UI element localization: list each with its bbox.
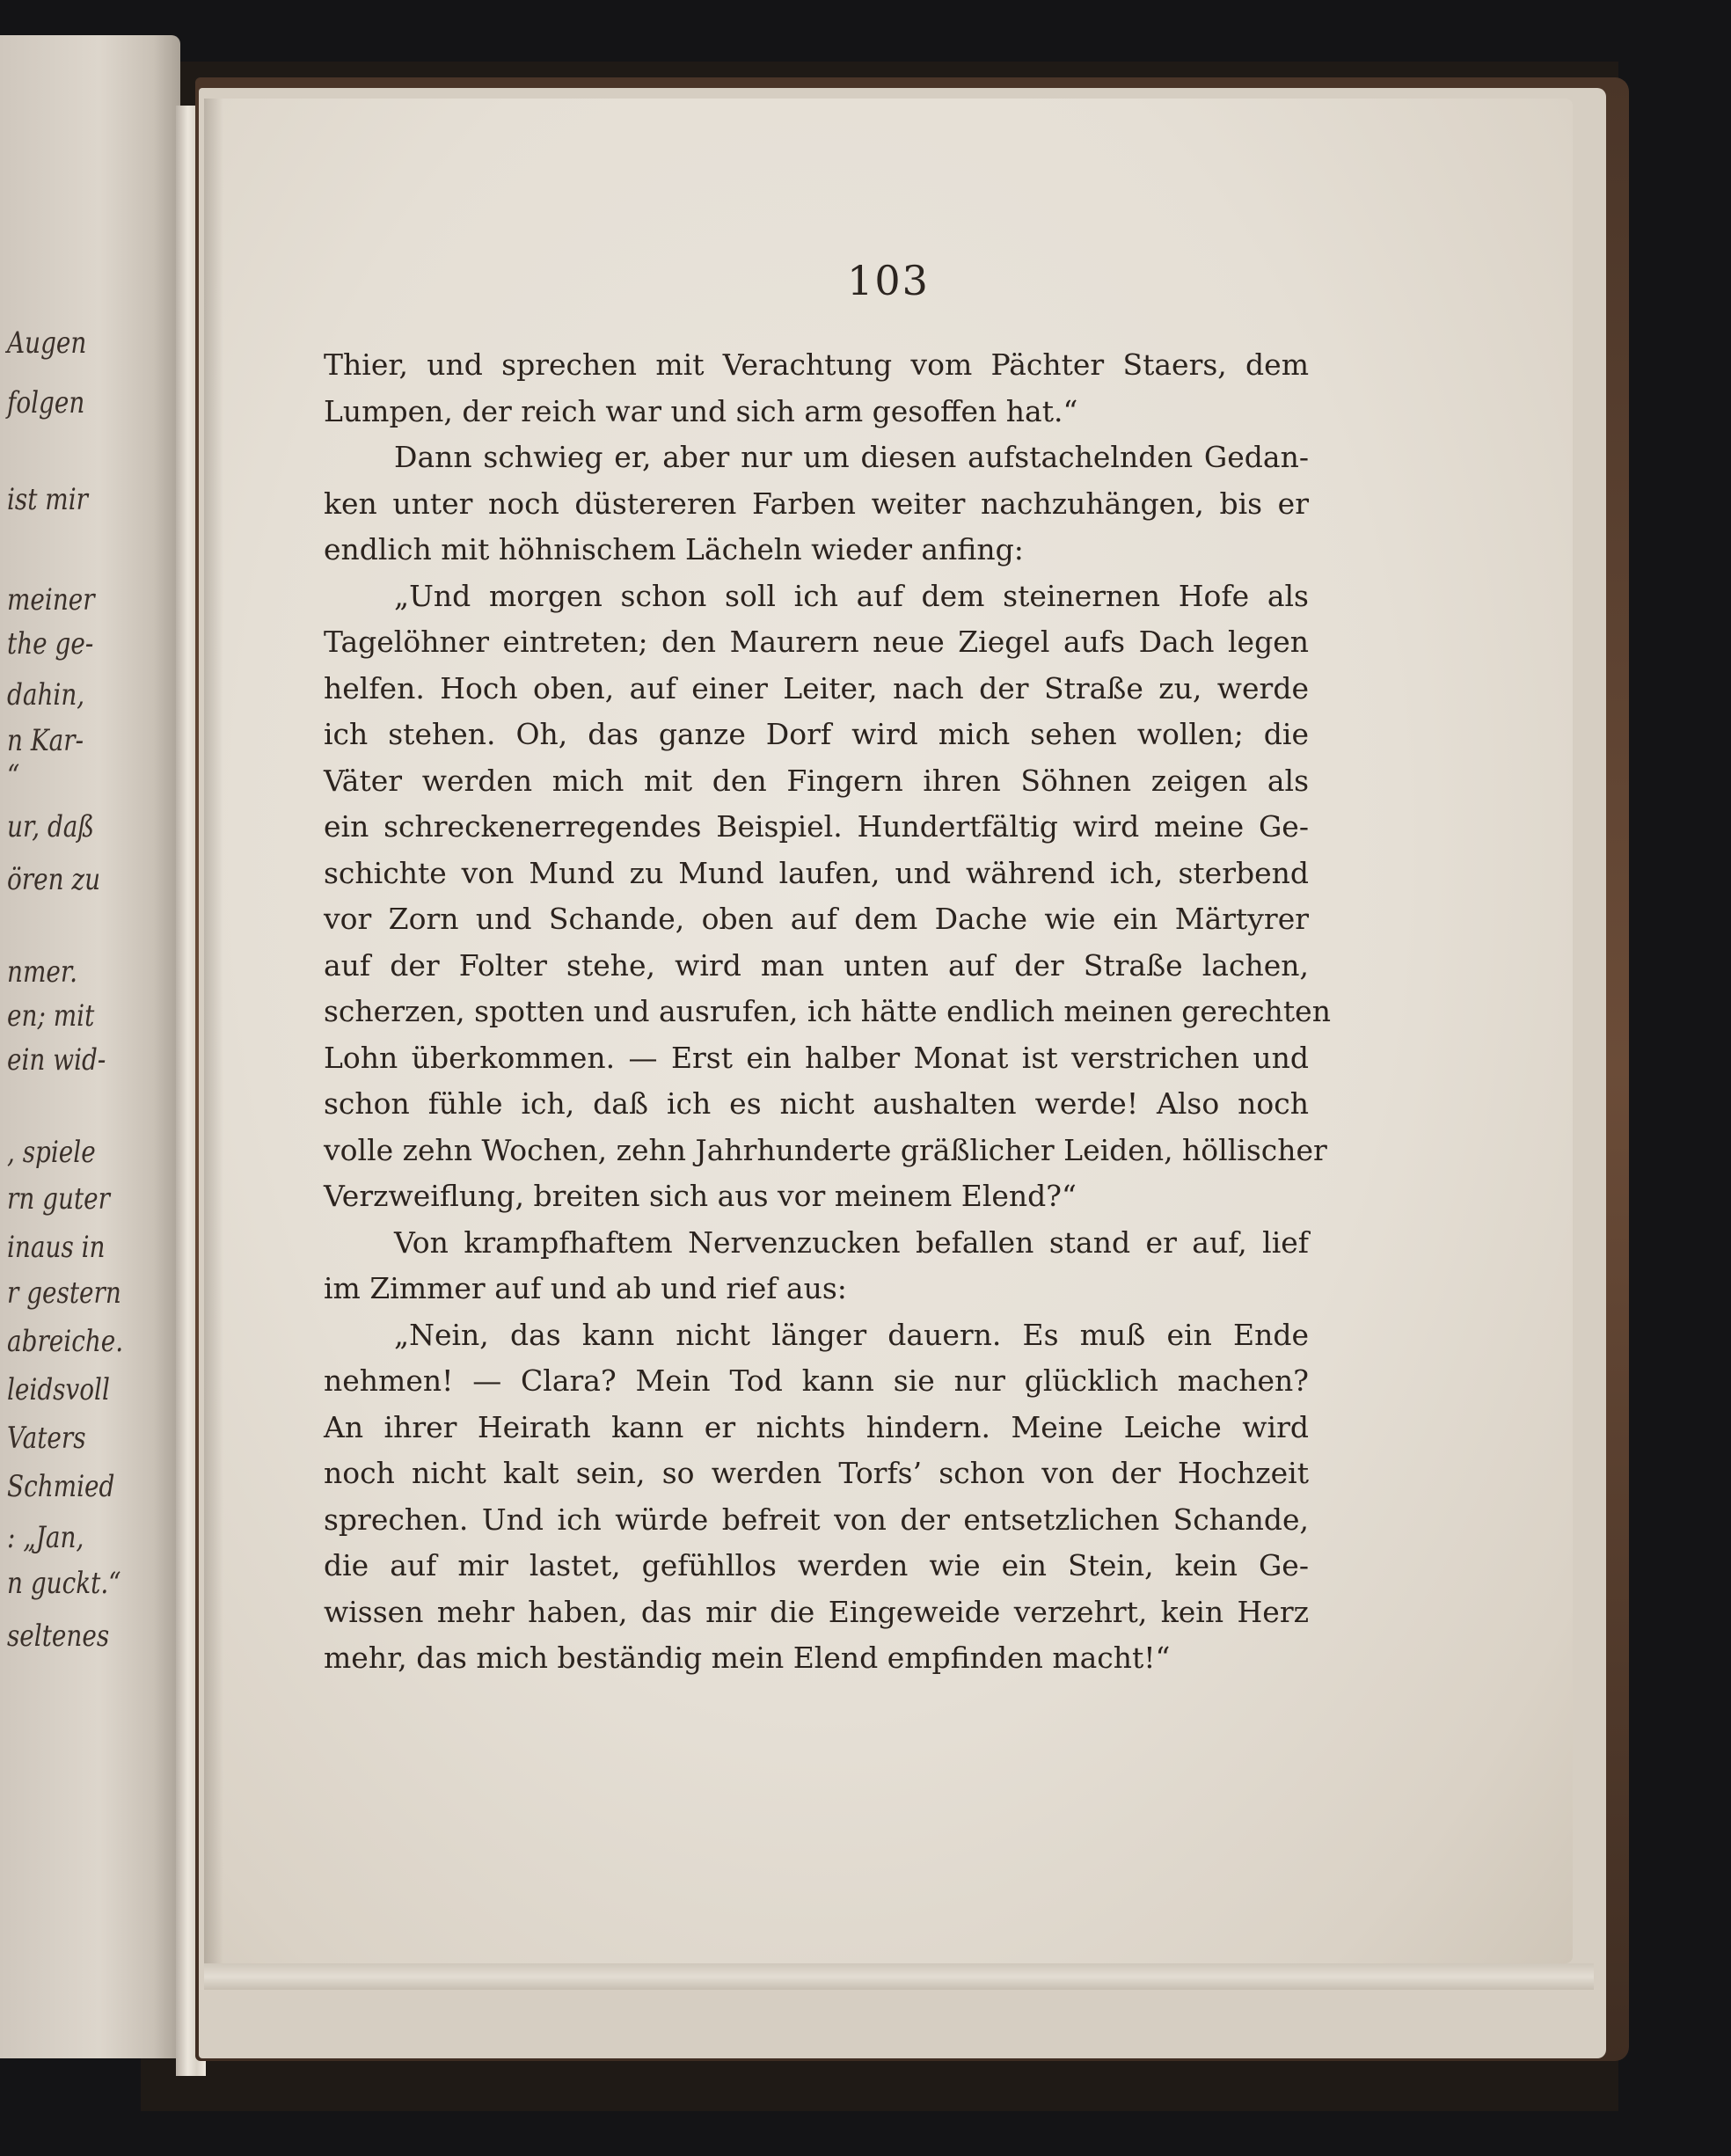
- text-line: Väter werden mich mit den Fingern ihren Söhnen zeigen als: [324, 763, 1309, 798]
- text-line: „Nein, das kann nicht länger dauern. Es muß ein Ende: [394, 1317, 1309, 1352]
- text-line: volle zehn Wochen, zehn Jahrhunderte gräßlicher Leiden, höllischer: [324, 1132, 1327, 1167]
- left-page-fragment: en; mit: [7, 998, 95, 1034]
- text-line: die auf mir lastet, gefühllos werden wie ein Stein, kein Ge-: [324, 1548, 1309, 1582]
- left-page-fragment: “: [7, 758, 20, 793]
- left-page-fragment: abreiche.: [7, 1324, 124, 1359]
- left-page-fragment: Vaters: [7, 1421, 86, 1456]
- text-line: Von krampfhaftem Nervenzucken befallen stand er auf, lief: [394, 1224, 1309, 1260]
- left-page-fragment: n guckt.“: [7, 1566, 121, 1601]
- text-line: sprechen. Und ich würde befreit von der entsetzlichen Schande,: [324, 1502, 1309, 1537]
- left-page-fragment: : „Jan,: [7, 1520, 84, 1555]
- left-page-fragment: rn guter: [7, 1181, 110, 1217]
- page-number: 103: [847, 257, 930, 304]
- right-page: [204, 99, 1573, 1963]
- left-page-fragment: n Kar-: [7, 723, 84, 758]
- text-line: Verzweiflung, breiten sich aus vor meinem Elend?“: [324, 1179, 1077, 1213]
- left-page-fragment: Schmied: [7, 1469, 115, 1504]
- spine-shadow: [204, 99, 223, 1990]
- text-line: „Und morgen schon soll ich auf dem steinernen Hofe als: [394, 578, 1309, 613]
- text-line: im Zimmer auf und ab und rief aus:: [324, 1271, 847, 1305]
- text-line: endlich mit höhnischem Lächeln wieder anfing:: [324, 532, 1024, 566]
- left-page-fragment: meiner: [7, 582, 95, 618]
- text-line: helfen. Hoch oben, auf einer Leiter, nach der Straße zu, werde: [324, 670, 1309, 705]
- left-page-fragment: nmer.: [7, 954, 78, 990]
- text-line: Tagelöhner eintreten; den Maurern neue Ziegel aufs Dach legen: [324, 625, 1309, 659]
- left-page: [0, 35, 180, 2058]
- left-page-fragment: seltenes: [7, 1619, 110, 1654]
- left-page-fragment: leidsvoll: [7, 1372, 110, 1407]
- left-page-fragment: Augen: [7, 325, 87, 361]
- page-bottom-edge: [204, 1963, 1594, 1990]
- left-page-fragment: ist mir: [7, 482, 88, 517]
- left-page-fragment: dahin,: [7, 677, 85, 713]
- text-line: auf der Folter stehe, wird man unten auf der Straße lachen,: [324, 947, 1309, 983]
- text-line: schichte von Mund zu Mund laufen, und während ich, sterbend: [324, 855, 1309, 890]
- left-page-fragment: ein wid-: [7, 1042, 106, 1078]
- text-line: ken unter noch düstereren Farben weiter nachzuhängen, bis er: [324, 486, 1309, 521]
- left-page-fragment: ur, daß: [7, 809, 95, 844]
- left-page-fragment: r gestern: [7, 1275, 121, 1311]
- left-page-fragment: folgen: [7, 385, 85, 420]
- text-line: nehmen! — Clara? Mein Tod kann sie nur glücklich machen?: [324, 1363, 1309, 1398]
- text-line: ein schreckenerregendes Beispiel. Hundertfältig wird meine Ge-: [324, 809, 1309, 844]
- text-line: Dann schwieg er, aber nur um diesen aufstachelnden Gedan-: [394, 440, 1309, 474]
- text-line: Thier, und sprechen mit Verachtung vom Pächter Staers, dem: [324, 347, 1309, 382]
- text-line: noch nicht kalt sein, so werden Torfs’ schon von der Hochzeit: [324, 1456, 1309, 1490]
- text-line: Lohn überkommen. — Erst ein halber Monat ist verstrichen und: [324, 1040, 1309, 1075]
- text-line: mehr, das mich beständig mein Elend empfinden macht!“: [324, 1641, 1171, 1675]
- page-text: [324, 342, 1331, 1682]
- text-line: scherzen, spotten und ausrufen, ich hätte endlich meinen gerechten: [324, 994, 1331, 1028]
- text-line: wissen mehr haben, das mir die Eingeweide verzehrt, kein Herz: [324, 1594, 1309, 1629]
- left-page-fragment: ören zu: [7, 862, 101, 897]
- text-line: schon fühle ich, daß ich es nicht aushalten werde! Also noch: [324, 1086, 1309, 1121]
- text-line: Lumpen, der reich war und sich arm gesoffen hat.“: [324, 393, 1078, 428]
- left-page-fragment: the ge-: [7, 626, 94, 661]
- left-page-fragment: , spiele: [7, 1135, 96, 1170]
- text-line: vor Zorn und Schande, oben auf dem Dache wie ein Märtyrer: [324, 902, 1309, 936]
- left-page-fragment: inaus in: [7, 1230, 106, 1265]
- text-line: An ihrer Heirath kann er nichts hindern. Meine Leiche wird: [324, 1409, 1309, 1444]
- text-line: ich stehen. Oh, das ganze Dorf wird mich sehen wollen; die: [324, 717, 1309, 751]
